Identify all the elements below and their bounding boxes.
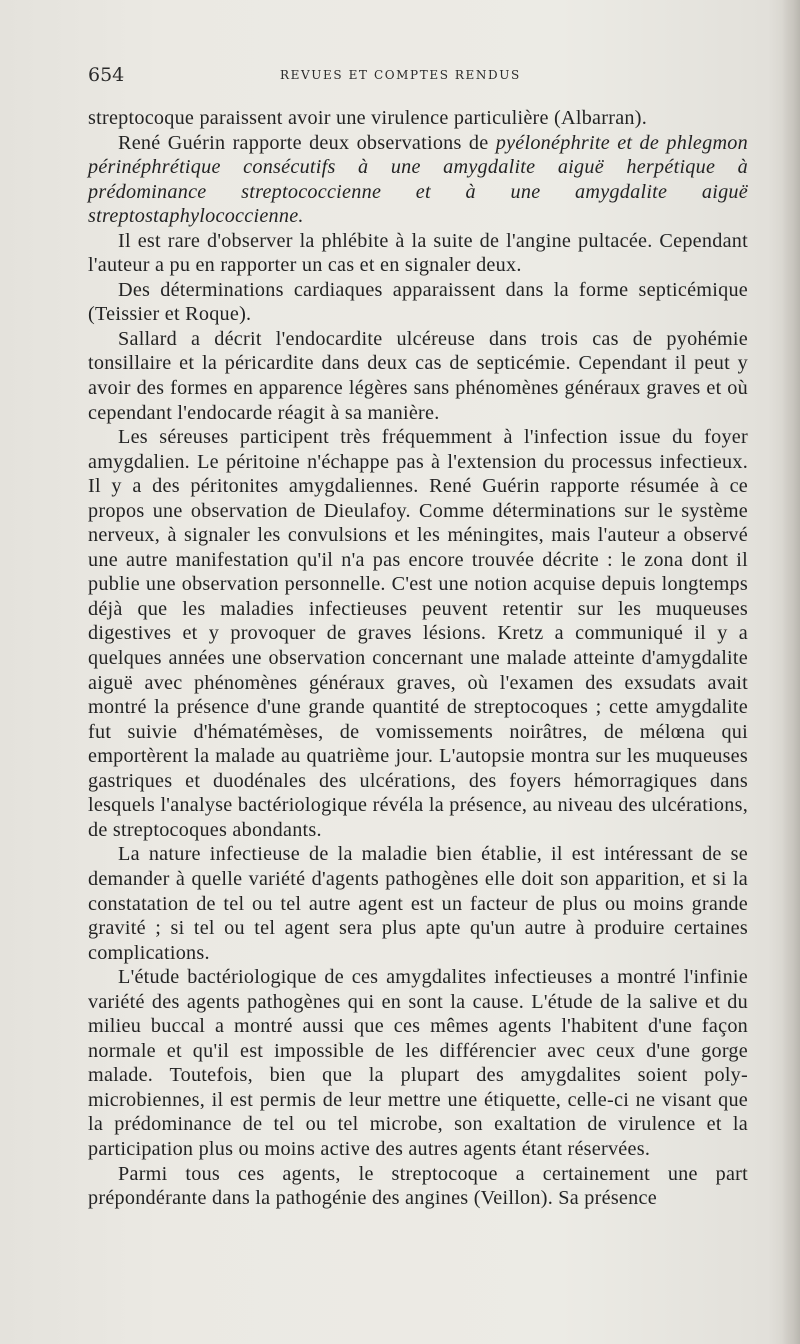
paragraph-9-text: Parmi tous ces agents, le streptocoque a certainement une part prépondérante dans la pathogénie des angines (Veillon). Sa présence [88, 1162, 748, 1210]
section-title: REVUES ET COMPTES RENDUS [280, 68, 521, 82]
paragraph-7 [88, 842, 748, 965]
paragraph-1 [88, 106, 748, 131]
paragraph-6 [88, 425, 748, 842]
paragraph-3 [88, 229, 748, 278]
paragraph-6-text: Les séreuses participent très fréquemment à l'infection issue du foyer amygdalien. Le péritoine n'échappe pas à l'extension du processus infectieux. Il y a des péritonites amygdaliennes. René Guérin rapporte résumée à ce propos une observation de Dieulafoy. Comme déterminations sur le système nerveux, à signaler les convulsions et les méningites, mais l'auteur a observé une autre manifestation qu'il n'a pas encore trouvée décrite : le zona dont il publie une observation personnelle. C'est une notion acquise depuis longtemps déjà que les maladies infectieuses peuvent retentir sur les muqueuses digestives et y provoquer de graves lésions. Kretz a communiqué il y a quelques années une observation concernant une malade atteinte d'amygdalite aiguë avec phénomènes généraux graves, où l'examen des exsudats avait montré la présence d'une grande quantité de streptocoques ; cette amygdalite fut suivie d'hématémèses, de vomissements noirâtres, de mélœna qui emportèrent la malade au quatrième jour. L'autopsie montra sur les muqueuses gastriques et duodénales des ulcérations, des foyers hémorragiques dans lesquels l'analyse bactériologique révéla la présence, au niveau des ulcérations, de streptocoques abondants. [88, 426, 748, 841]
paragraph-3-text: Il est rare d'observer la phlébite à la suite de l'angine pultacée. Cependant l'auteur a pu en rapporter un cas et en signaler deux. [88, 229, 748, 277]
paragraph-5-text: Sallard a décrit l'endocardite ulcéreuse dans trois cas de pyohémie tonsillaire et la péricardite dans deux cas de septicémie. Cependant il peut y avoir des formes en apparence légères sans phénomènes généraux graves et où cependant l'endocarde réagit à sa manière. [88, 327, 748, 424]
paragraph-8-text: L'étude bactériologique de ces amygdalites infectieuses a montré l'infinie variété des agents pathogènes qui en sont la cause. L'étude de la salive et du milieu buccal a montré aussi que ces mêmes agents l'habitent d'une façon normale et qu'il est impossible de les différencier avec ceux d'une gorge malade. Toutefois, bien que la plupart des amygdalites soient poly-microbiennes, il est permis de leur mettre une étiquette, celle-ci ne visant que la prédominance de tel ou tel microbe, son exaltation de virulence et la participation plus ou moins active des autres agents étant réservées. [88, 966, 748, 1160]
paragraph-2-italic-title: pyélonéphrite et de phlegmon périnéphrétique consécutifs à une amygdalite aiguë herpétique à prédominance streptococcienne et à une amygdalite aiguë streptostaphylococcienne. [88, 131, 748, 228]
paragraph-7-text: La nature infectieuse de la maladie bien établie, il est intéressant de se demander à quelle variété d'agents pathogènes elle doit son apparition, et si la constatation de tel ou tel autre agent est un facteur de plus ou moins grande gravité ; si tel ou tel agent sera plus apte qu'un autre à produire certaines complications. [88, 843, 748, 964]
paragraph-2-text: René Guérin rapporte deux observations de [118, 131, 496, 154]
paragraph-4 [88, 278, 748, 327]
paragraph-4-text: Des déterminations cardiaques apparaissent dans la forme septicémique (Teissier et Roque). [88, 278, 748, 326]
paragraph-5 [88, 327, 748, 425]
page-edge-shadow [782, 0, 800, 1344]
page-number: 654 [88, 64, 125, 86]
paragraph-2 [88, 131, 748, 229]
paragraph-1-text: streptocoque paraissent avoir une virulence particulière (Albarran). [88, 107, 648, 129]
body-text [88, 106, 748, 1211]
paragraph-8 [88, 965, 748, 1161]
running-head [88, 64, 748, 88]
paragraph-9 [88, 1162, 748, 1211]
